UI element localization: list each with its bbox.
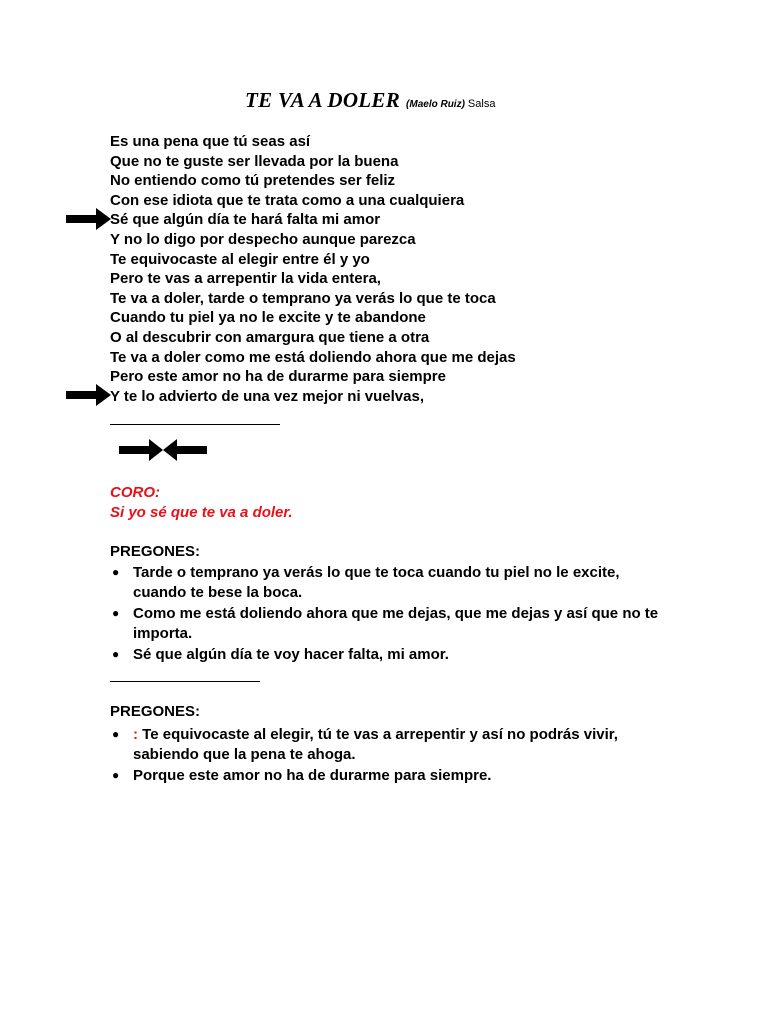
pregones-heading: PREGONES: xyxy=(110,543,201,560)
right-arrow-icon xyxy=(66,207,112,231)
lyric-line: Es una pena que tú seas así xyxy=(110,133,311,150)
lyric-line: Te equivocaste al elegir entre él y yo xyxy=(110,250,370,268)
song-title-row xyxy=(245,88,495,113)
list-item-text: Tarde o temprano ya verás lo que te toca cuando tu piel no le excite, cuando te bese la boca. xyxy=(133,564,620,601)
list-item xyxy=(110,563,670,602)
song-genre: Salsa xyxy=(467,98,496,110)
lyric-line: Y no lo digo por despecho aunque parezca xyxy=(110,230,416,248)
pregones-heading: PREGONES: xyxy=(110,703,201,720)
lyric-line: No entiendo como tú pretendes ser feliz xyxy=(110,172,396,190)
lyric-line: Y te lo advierto de una vez mejor ni vuelvas, xyxy=(110,387,425,405)
chorus-text: Si yo sé que te va a doler. xyxy=(110,504,293,521)
lyric-line: Te va a doler como me está doliendo ahora que me dejas xyxy=(110,348,516,366)
list-item xyxy=(110,645,670,665)
bullet-icon: ● xyxy=(112,606,120,620)
lyric-line: Sé que algún día te hará falta mi amor xyxy=(110,211,381,229)
list-item xyxy=(110,725,670,764)
lyric-line: Pero este amor no ha de durarme para siempre xyxy=(110,368,446,386)
separator-line xyxy=(110,681,260,682)
lyric-line: Pero te vas a arrepentir la vida entera, xyxy=(110,270,381,288)
chorus-heading: CORO: xyxy=(110,484,160,501)
red-colon-mark: : xyxy=(133,726,138,743)
list-item-text: Sé que algún día te voy hacer falta, mi amor. xyxy=(133,646,449,663)
list-item xyxy=(110,766,670,786)
lyrics-verse xyxy=(110,132,516,406)
list-item-text: Te equivocaste al elegir, tú te vas a arrepentir y así no podrás vivir, sabiendo que la pena te ahoga. xyxy=(133,726,618,763)
lyric-line: O al descubrir con amargura que tiene a otra xyxy=(110,328,430,346)
pregones-list xyxy=(110,725,670,788)
separator-line xyxy=(110,424,280,425)
pregones-list xyxy=(110,563,670,667)
right-arrow-icon xyxy=(66,383,112,407)
bullet-icon: ● xyxy=(112,727,120,741)
song-artist: (Maelo Ruiz) xyxy=(406,99,465,110)
bullet-icon: ● xyxy=(112,565,120,579)
list-item-text: Porque este amor no ha de durarme para siempre. xyxy=(133,767,492,784)
bullet-icon: ● xyxy=(112,647,120,661)
bullet-icon: ● xyxy=(112,768,120,782)
chorus-block xyxy=(110,483,293,523)
song-title: TE VA A DOLER xyxy=(245,88,401,112)
lyric-line: Cuando tu piel ya no le excite y te abandone xyxy=(110,309,426,327)
lyric-line: Te va a doler, tarde o temprano ya verás lo que te toca xyxy=(110,289,496,307)
list-item-text: Como me está doliendo ahora que me dejas, que me dejas y así que no te importa. xyxy=(133,605,659,642)
list-item xyxy=(110,604,670,643)
lyric-line: Que no te guste ser llevada por la buena xyxy=(110,152,399,170)
converging-arrows-icon xyxy=(118,438,208,462)
lyric-line: Con ese idiota que te trata como a una cualquiera xyxy=(110,191,465,209)
